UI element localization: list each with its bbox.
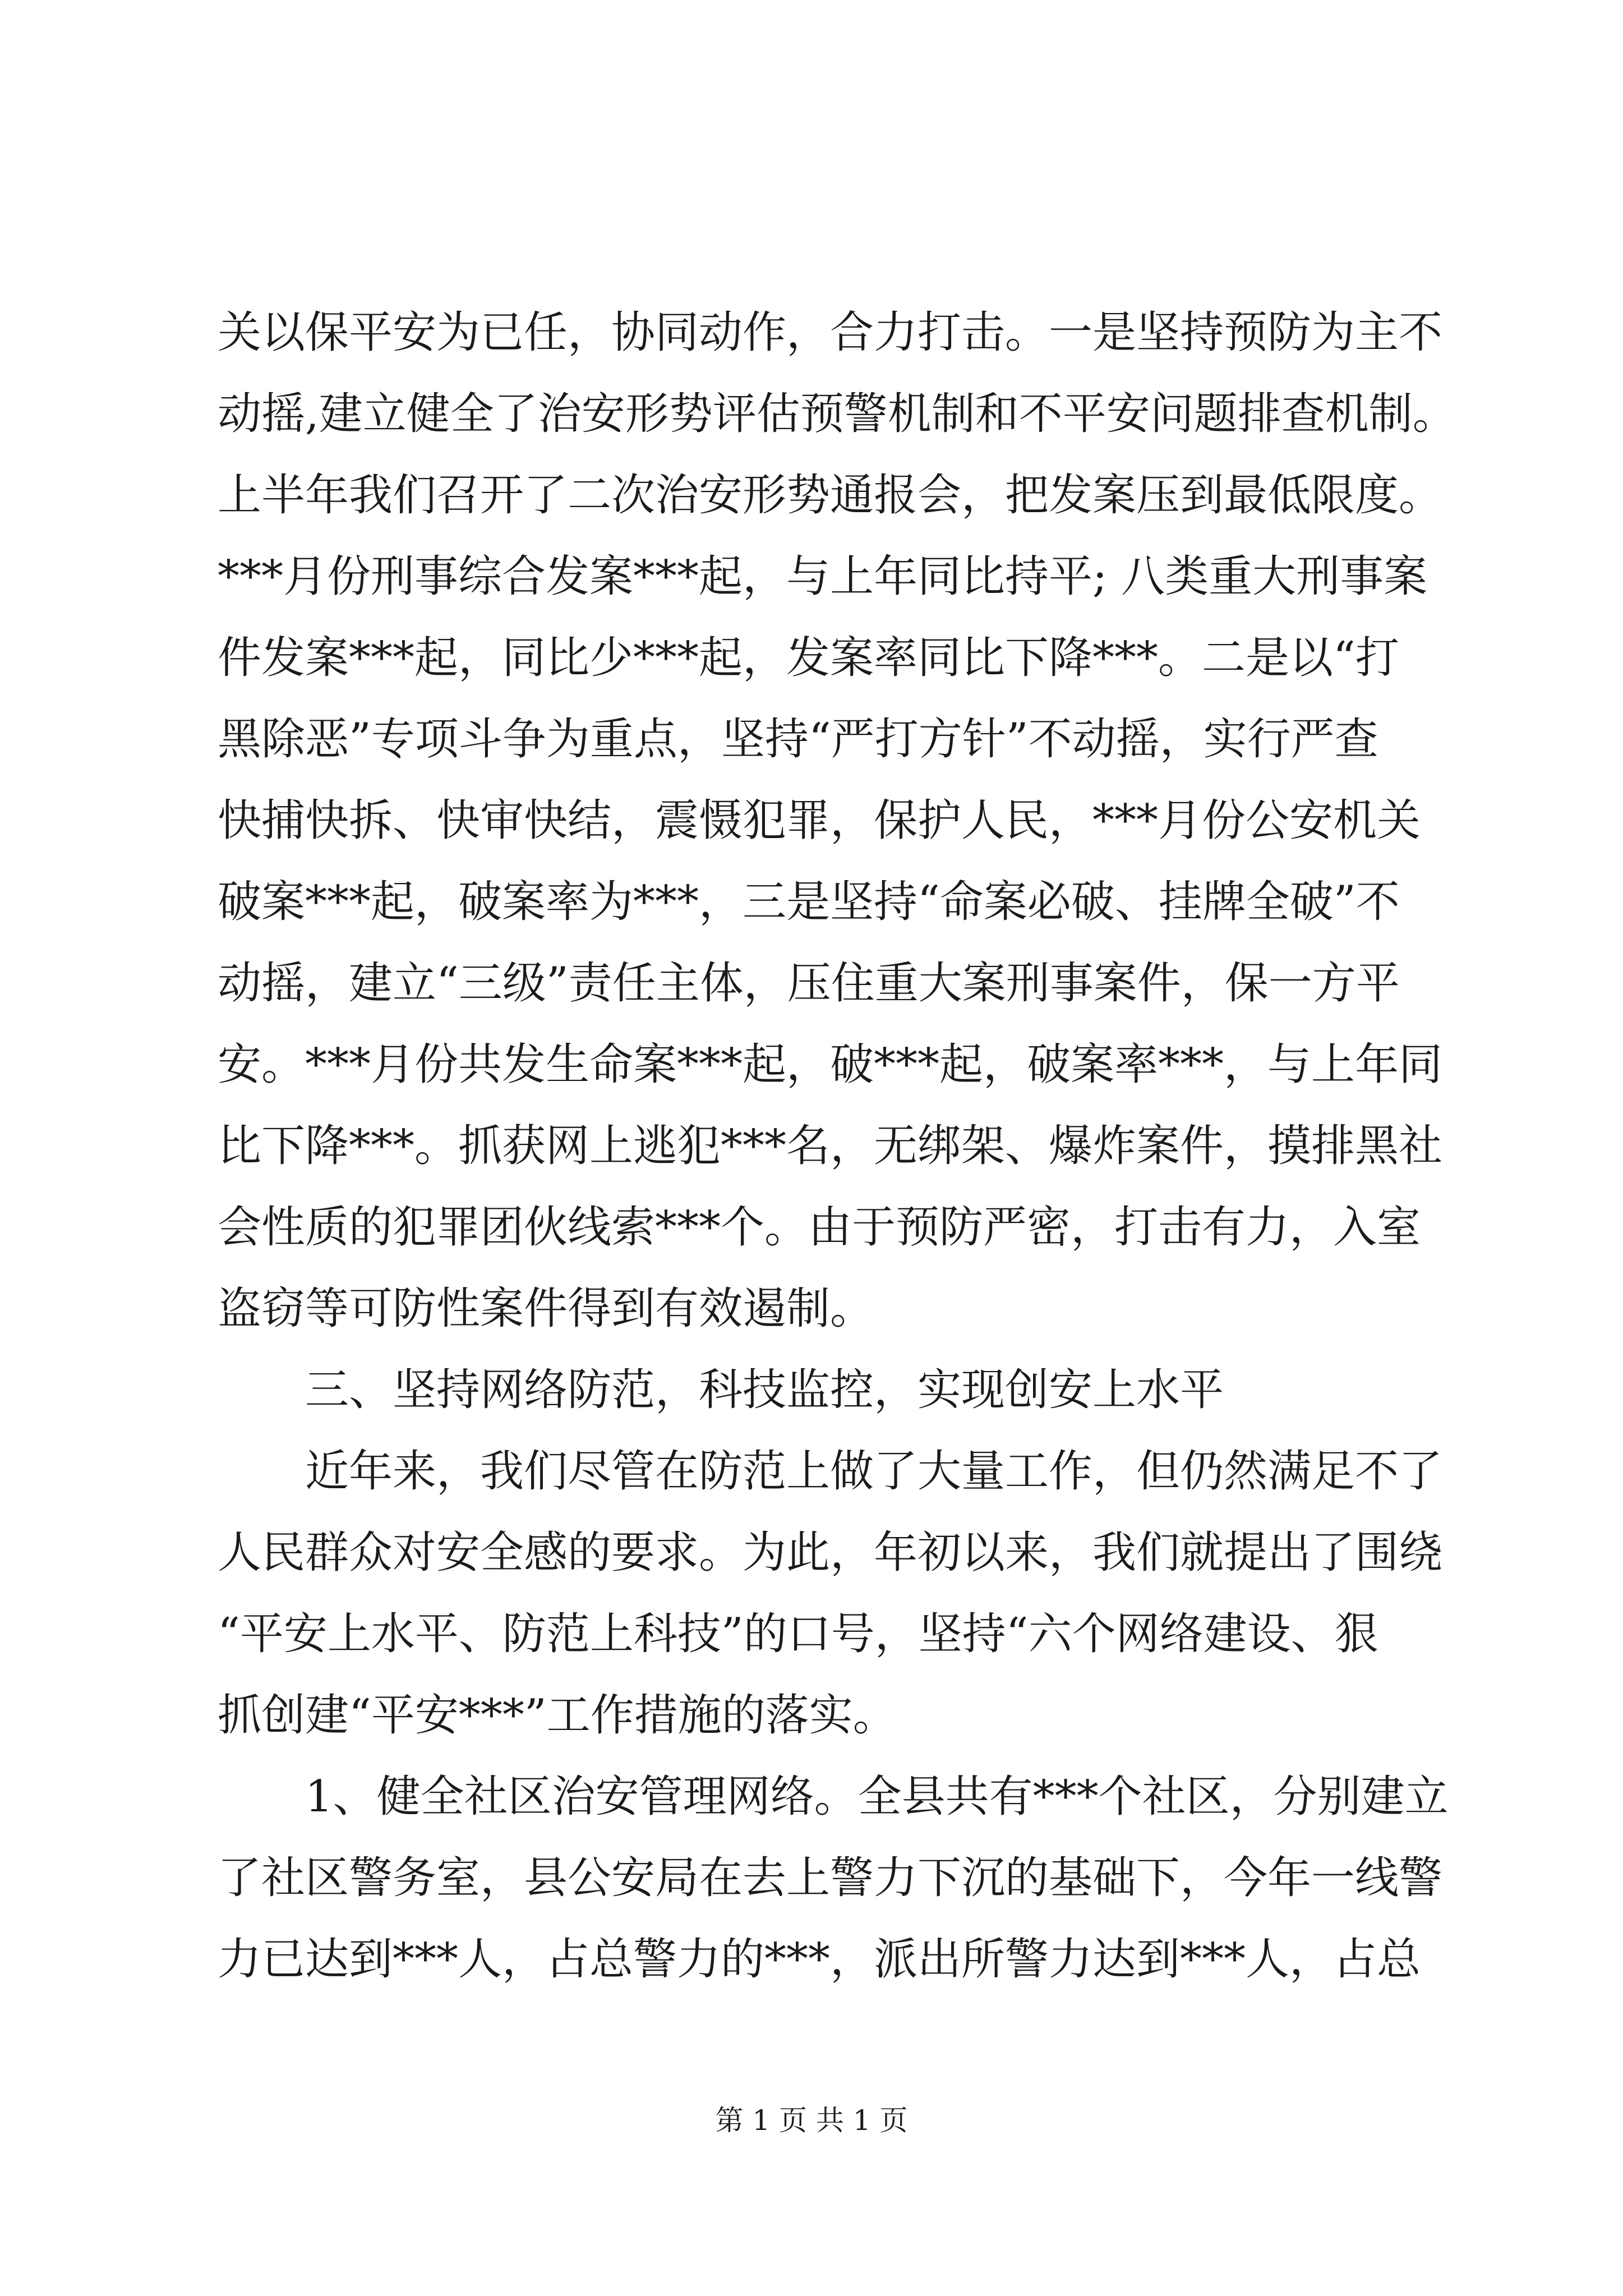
body-line: 抓创建“平安***”工作措施的落实。 [218, 1690, 897, 1741]
body-line: 上半年我们召开了二次治安形势通报会，把发案压到最低限度。 [218, 470, 1443, 521]
body-line: 安。***月份共发生命案***起，破***起，破案率***，与上年同 [218, 1039, 1443, 1090]
body-line: 力已达到***人，占总警力的***，派出所警力达到***人，占总 [218, 1934, 1421, 1985]
body-line: 了社区警务室，县公安局在去上警力下沉的基础下，今年一线警 [218, 1853, 1443, 1903]
body-line: “平安上水平、防范上科技”的口号，坚持“六个网络建设、狠 [218, 1609, 1378, 1659]
body-line: 动摇,建立健全了治安形势评估预警机制和不平安问题排查机制。 [218, 389, 1456, 439]
body-line: 动摇，建立“三级”责任主体，压住重大案刑事案件，保一方平 [218, 958, 1400, 1009]
body-line: 关以保平安为已任，协同动作，合力打击。一是坚持预防为主不 [218, 307, 1443, 358]
body-line: 破案***起，破案率为***，三是坚持“命案必破、挂牌全破”不 [218, 877, 1400, 927]
section-heading: 三、坚持网络防范，科技监控，实现创安上水平 [305, 1365, 1224, 1415]
body-line: 快捕快拆、快审快结，震慑犯罪，保护人民，***月份公安机关 [218, 795, 1421, 846]
body-line: 会性质的犯罪团伙线索***个。由于预防严密，打击有力，入室 [218, 1202, 1421, 1253]
body-line: 近年来，我们尽管在防范上做了大量工作，但仍然满足不了 [305, 1446, 1443, 1497]
body-line: 盗窃等可防性案件得到有效遏制。 [218, 1283, 874, 1334]
body-line: 人民群众对安全感的要求。为此，年初以来，我们就提出了围绕 [218, 1527, 1443, 1578]
body-line: 1、健全社区治安管理网络。全县共有***个社区，分别建立 [305, 1772, 1449, 1822]
page-footer: 第 1 页 共 1 页 [715, 2104, 908, 2137]
body-line: ***月份刑事综合发案***起，与上年同比持平; 八类重大刑事案 [218, 551, 1428, 602]
body-line: 比下降***。抓获网上逃犯***名，无绑架、爆炸案件，摸排黑社 [218, 1121, 1443, 1171]
body-line: 件发案***起，同比少***起，发案率同比下降***。二是以“打 [218, 633, 1399, 683]
body-line: 黑除恶”专项斗争为重点，坚持“严打方针”不动摇，实行严查 [218, 714, 1378, 765]
